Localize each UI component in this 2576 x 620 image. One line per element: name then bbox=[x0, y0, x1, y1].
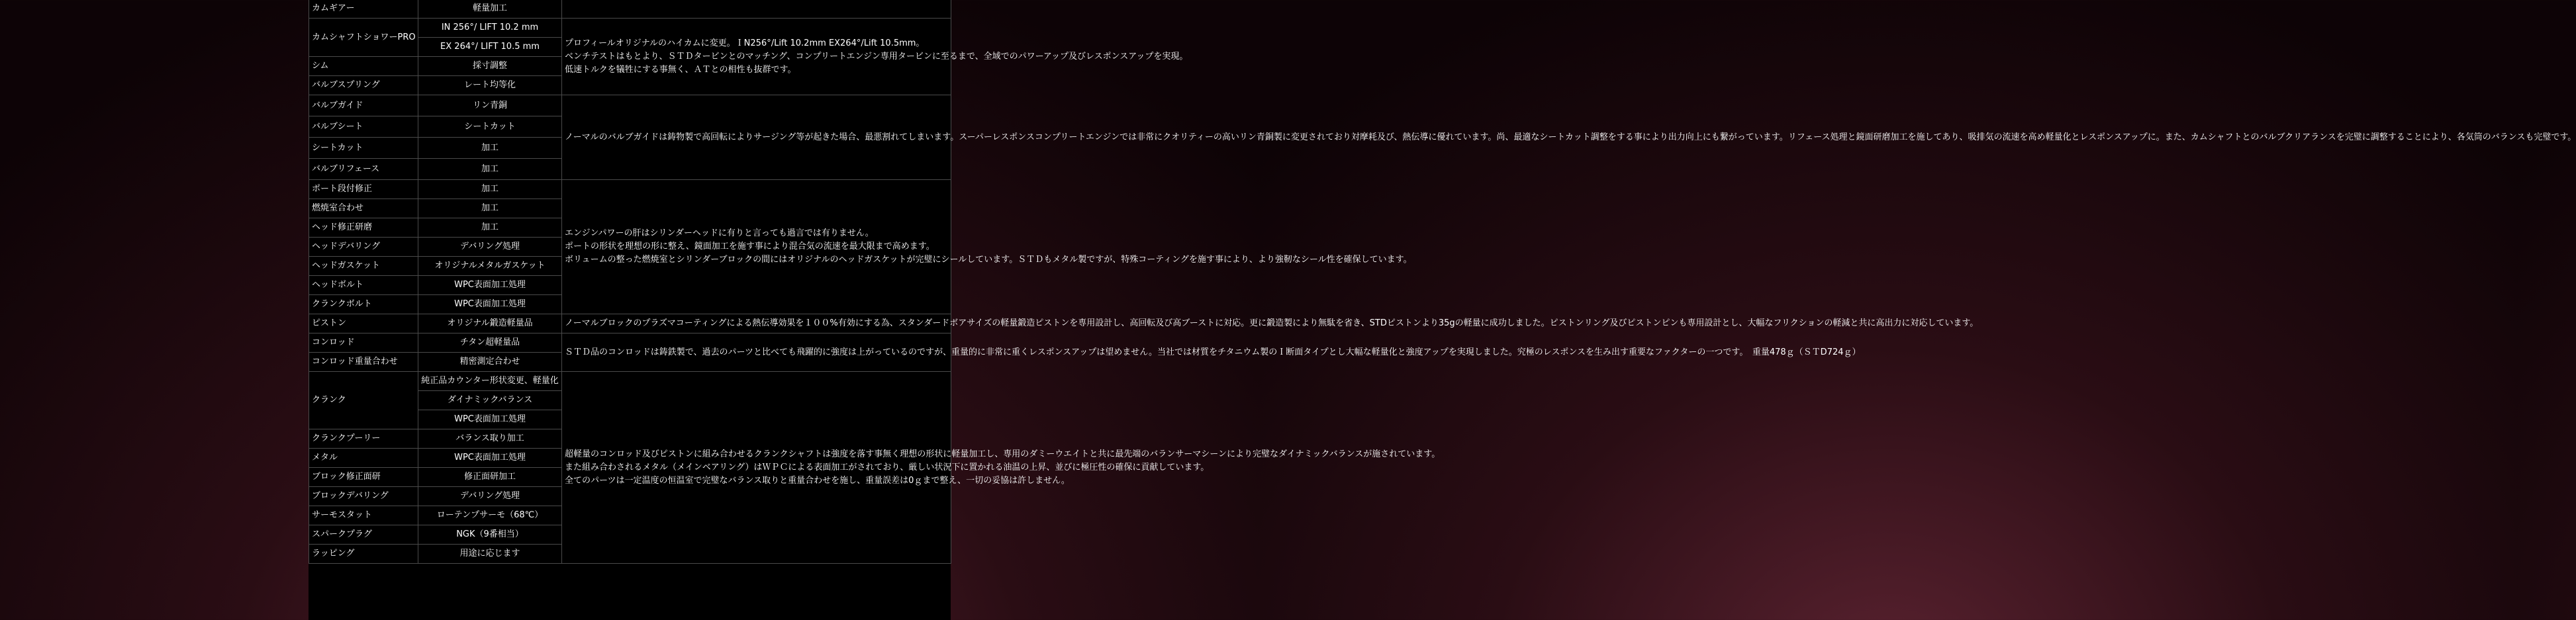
spec-value: デバリング処理 bbox=[418, 238, 562, 257]
desc-line: ポートの形状を理想の形に整え、鏡面加工を施す事により混合気の流速を最大限まで高めます。 bbox=[565, 242, 935, 251]
description-camshaft bbox=[562, 19, 1188, 95]
item-label: カムシャフトショワーPRO bbox=[309, 19, 418, 57]
spec-value: IN 256°/ LIFT 10.2 mm bbox=[418, 19, 562, 38]
desc-line: 全てのパーツは一定温度の恒温室で完璧なバランス取りと重量合わせを施し、重量誤差は0ｇまで整え、一切の妥協は許しません。 bbox=[565, 475, 1070, 486]
spec-value: 採寸調整 bbox=[418, 57, 562, 76]
spec-value: レート均等化 bbox=[418, 76, 562, 95]
spec-value: シートカット bbox=[418, 116, 562, 138]
item-label: ピストン bbox=[309, 314, 418, 333]
spec-value: 加工 bbox=[418, 199, 562, 218]
spec-value: 軽量加工 bbox=[418, 0, 562, 19]
item-label: コンロッド bbox=[309, 333, 418, 353]
desc-line: 低速トルクを犠牲にする事無く、ＡＴとの相性も抜群です。 bbox=[565, 64, 796, 75]
spec-value: チタン超軽量品 bbox=[418, 333, 562, 353]
item-label: バルブリフェース bbox=[309, 159, 418, 180]
item-label: バルブガイド bbox=[309, 95, 418, 116]
item-label: ポート段付修正 bbox=[309, 180, 418, 199]
description-crank bbox=[562, 372, 1441, 564]
desc-line: また組み合わされるメタル（メインベアリング）はＷＰＣによる表面加工がされており、厳しい状況下に置かれる油温の上昇、並びに極圧性の確保に貢献しています。 bbox=[565, 462, 1210, 472]
spec-value: オリジナルメタルガスケット bbox=[418, 257, 562, 276]
desc-line: ＳＴＤ品のコンロッドは鋳鉄製で、過去のパーツと比べても飛躍的に強度は上がっているのですが、重量的に非常に重くレスポンスアップは望めません。当社では材質をチタニウム製のＩ断面タイプとし大幅な軽量化と強度アップを実現しました。究極のレスポンスを生み出す重要なファクターの一つです。 重量478ｇ（ＳＴD724ｇ） bbox=[565, 347, 1861, 357]
item-label: ヘッドボルト bbox=[309, 276, 418, 295]
description-conrod bbox=[562, 333, 1861, 372]
spec-value: 用途に応じます bbox=[418, 545, 562, 564]
item-label: ブロック修正面研 bbox=[309, 468, 418, 487]
spec-value: オリジナル鍛造軽量品 bbox=[418, 314, 562, 333]
table-row bbox=[309, 0, 951, 19]
description-empty bbox=[562, 0, 951, 19]
table-row bbox=[309, 95, 951, 116]
item-label: ブロックデバリング bbox=[309, 487, 418, 506]
spec-value: 加工 bbox=[418, 159, 562, 180]
spec-value: 加工 bbox=[418, 138, 562, 159]
item-label: メタル bbox=[309, 449, 418, 468]
spec-value: 加工 bbox=[418, 180, 562, 199]
spec-value: バランス取り加工 bbox=[418, 429, 562, 449]
item-label: バルブシート bbox=[309, 116, 418, 138]
spec-value: デバリング処理 bbox=[418, 487, 562, 506]
spec-page bbox=[309, 0, 2576, 620]
desc-line: ノーマルのバルブガイドは鋳物製で高回転によりサージング等が起きた場合、最悪割れてしまいます。スーパーレスポンスコンプリートエンジンでは非常にクオリティーの高いリン青銅製に変更されており対摩耗及び、熱伝導に優れています。尚、最適なシートカット調整をする事により出力向上にも繋がっています。リフェース処理と鏡面研磨加工を施してあり、吸排気の流速を高め軽量化とレスポンスアップに。また、カムシャフトとのバルブクリアランスを完璧に調整することにより、各気筒のバランスも完璧です。 bbox=[565, 132, 2576, 142]
desc-line: ボリュームの整った燃焼室とシリンダーブロックの間にはオリジナルのヘッドガスケットが完璧にシールしています。ＳＴＤもメタル製ですが、特殊コーティングを施す事により、より強靭なシール性を確保しています。 bbox=[565, 255, 1412, 265]
desc-line: ノーマルブロックのプラズマコーティングによる熱伝導効果を１００%有効にする為、スタンダードボアサイズの軽量鍛造ピストンを専用設計し、高回転及び高ブーストに対応。更に鍛造製により無駄を省き、STDピストンより35gの軽量に成功しました。ピストンリング及びピストンピンも専用設計とし、大幅なフリクションの軽減と共に高出力に対応しています。 bbox=[565, 318, 1979, 328]
engine-spec-table bbox=[309, 0, 2576, 564]
desc-line: 超軽量のコンロッド及びピストンに組み合わせるクランクシャフトは強度を落す事無く理想の形状に軽量加工し、専用のダミーウエイトと共に最先端のバランサーマシーンにより完璧なダイナミックバランスが施されています。 bbox=[565, 449, 1441, 459]
item-label: 燃焼室合わせ bbox=[309, 199, 418, 218]
description-valve bbox=[562, 95, 2576, 180]
item-label: クランクプーリー bbox=[309, 429, 418, 449]
spec-value: WPC表面加工処理 bbox=[418, 410, 562, 429]
spec-value: WPC表面加工処理 bbox=[418, 276, 562, 295]
item-label: カムギアー bbox=[309, 0, 418, 19]
table-row bbox=[309, 314, 951, 333]
item-label: ヘッド修正研磨 bbox=[309, 218, 418, 238]
spec-value: ローテンプサーモ（68℃） bbox=[418, 506, 562, 525]
spec-value: 修正面研加工 bbox=[418, 468, 562, 487]
spec-value: WPC表面加工処理 bbox=[418, 449, 562, 468]
spec-value: WPC表面加工処理 bbox=[418, 295, 562, 314]
item-label: バルブスプリング bbox=[309, 76, 418, 95]
item-label: スパークプラグ bbox=[309, 525, 418, 545]
item-label: ラッピング bbox=[309, 545, 418, 564]
description-head bbox=[562, 180, 1412, 314]
description-piston bbox=[562, 314, 1979, 333]
spec-value: 純正品カウンター形状変更、軽量化 bbox=[418, 372, 562, 391]
table-row bbox=[309, 19, 951, 38]
spec-value: 精密測定合わせ bbox=[418, 353, 562, 372]
table-row bbox=[309, 372, 951, 391]
item-label: クランクボルト bbox=[309, 295, 418, 314]
spec-value: EX 264°/ LIFT 10.5 mm bbox=[418, 38, 562, 57]
item-label: ヘッドガスケット bbox=[309, 257, 418, 276]
item-label: ヘッドデバリング bbox=[309, 238, 418, 257]
spec-value: リン青銅 bbox=[418, 95, 562, 116]
desc-line: プロフィールオリジナルのハイカムに変更。ＩN256°/Lift 10.2mm EX264°/Lift 10.5mm。 bbox=[565, 38, 925, 48]
spec-value: ダイナミックバランス bbox=[418, 391, 562, 410]
item-label: コンロッド重量合わせ bbox=[309, 353, 418, 372]
spec-value: 加工 bbox=[418, 218, 562, 238]
item-label: シートカット bbox=[309, 138, 418, 159]
item-label: クランク bbox=[309, 372, 418, 429]
table-row bbox=[309, 180, 951, 199]
spec-value: NGK（9番相当） bbox=[418, 525, 562, 545]
table-row bbox=[309, 333, 951, 353]
item-label: サーモスタット bbox=[309, 506, 418, 525]
desc-line: エンジンパワーの肝はシリンダーヘッドに有りと言っても過言では有りません。 bbox=[565, 228, 874, 238]
item-label: シム bbox=[309, 57, 418, 76]
desc-line: ベンチテストはもとより、ＳＴＤタービンとのマッチング、コンプリートエンジン専用タービンに至るまで、全域でのパワーアップ及びレスポンスアップを実現。 bbox=[565, 51, 1188, 62]
